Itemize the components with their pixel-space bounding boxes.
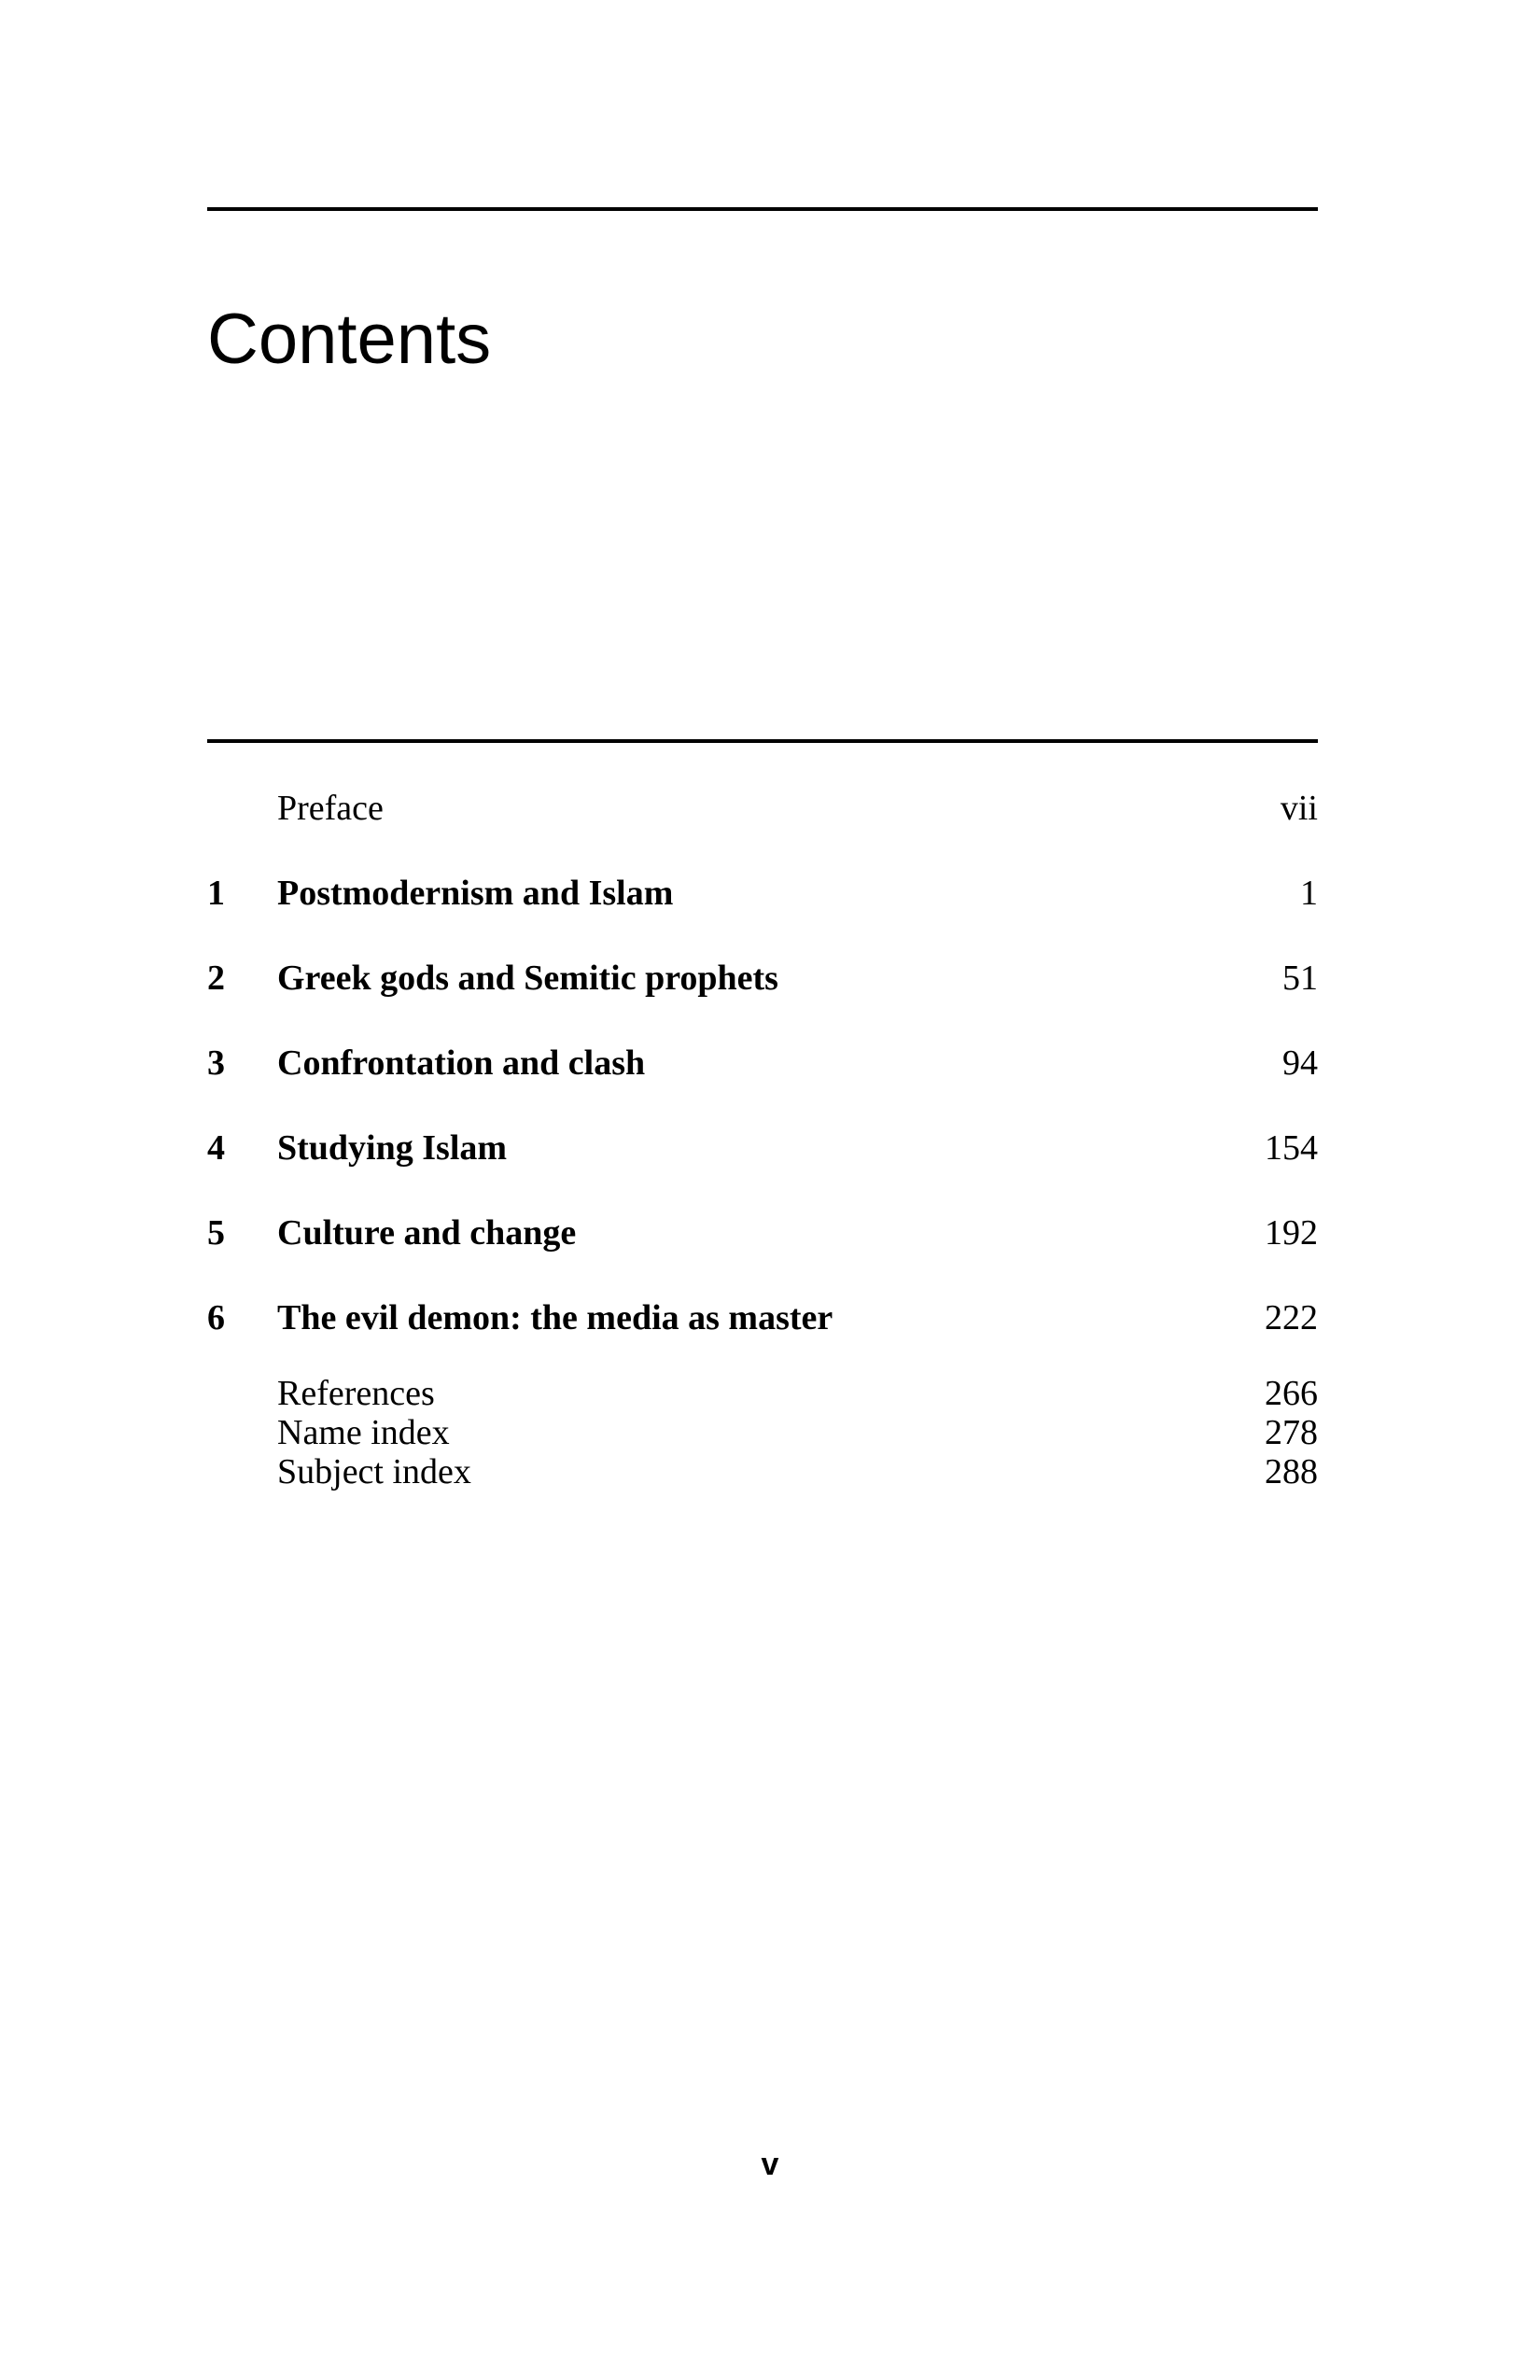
entry-label: Subject index bbox=[277, 1452, 471, 1491]
contents-rule bbox=[207, 739, 1318, 743]
chapter-title: Postmodernism and Islam bbox=[277, 874, 674, 913]
entry-page-number: 51 bbox=[1282, 959, 1318, 998]
entry-page-number: 288 bbox=[1265, 1452, 1318, 1491]
entry-page-number: 1 bbox=[1300, 874, 1318, 913]
chapter-number: 2 bbox=[207, 959, 225, 998]
toc-entry-back-matter bbox=[207, 1452, 1318, 1491]
top-rule bbox=[207, 207, 1318, 211]
toc-entry-chapter bbox=[207, 1040, 1318, 1086]
toc-entry-back-matter bbox=[207, 1413, 1318, 1452]
toc-entry-chapter bbox=[207, 1125, 1318, 1171]
page-folio: v bbox=[761, 2147, 779, 2182]
entry-label: Preface bbox=[277, 789, 384, 828]
toc-entry-preface bbox=[207, 785, 1318, 832]
entry-page-number: 94 bbox=[1282, 1043, 1318, 1083]
entry-page-number: 278 bbox=[1265, 1413, 1318, 1452]
page-title: Contents bbox=[207, 299, 492, 379]
chapter-number: 5 bbox=[207, 1213, 225, 1253]
chapter-number: 3 bbox=[207, 1043, 225, 1083]
entry-page-number: 222 bbox=[1265, 1298, 1318, 1337]
chapter-title: Greek gods and Semitic prophets bbox=[277, 959, 778, 998]
chapter-title: Confrontation and clash bbox=[277, 1043, 646, 1083]
toc-entry-back-matter bbox=[207, 1374, 1318, 1413]
entry-label: References bbox=[277, 1374, 435, 1413]
toc-entry-chapter bbox=[207, 955, 1318, 1001]
chapter-number: 1 bbox=[207, 874, 225, 913]
chapter-title: Culture and change bbox=[277, 1213, 577, 1253]
entry-page-number: 266 bbox=[1265, 1374, 1318, 1413]
toc-entry-chapter bbox=[207, 1210, 1318, 1256]
entry-page-number: 154 bbox=[1265, 1128, 1318, 1168]
toc-entry-chapter bbox=[207, 1295, 1318, 1341]
chapter-title: The evil demon: the media as master bbox=[277, 1298, 833, 1337]
chapter-title: Studying Islam bbox=[277, 1128, 508, 1168]
toc-entry-chapter bbox=[207, 870, 1318, 917]
entry-page-number: vii bbox=[1280, 789, 1318, 828]
entry-page-number: 192 bbox=[1265, 1213, 1318, 1253]
entry-label: Name index bbox=[277, 1413, 450, 1452]
back-matter-list bbox=[207, 1374, 1318, 1491]
chapter-number: 4 bbox=[207, 1128, 225, 1168]
chapter-number: 6 bbox=[207, 1298, 225, 1337]
